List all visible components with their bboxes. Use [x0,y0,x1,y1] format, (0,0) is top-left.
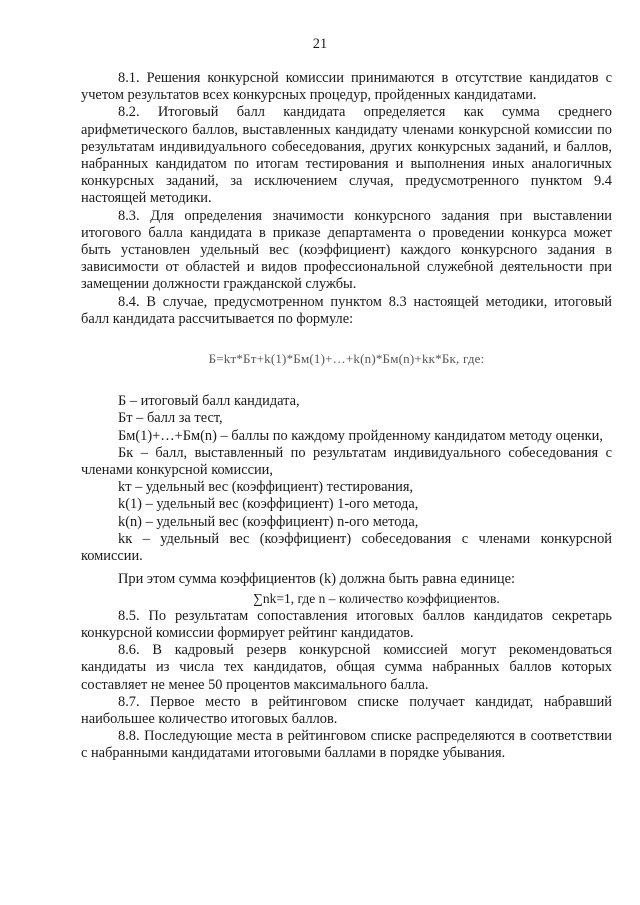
definition-item: kт – удельный вес (коэффициент) тестирования, [118,479,414,496]
paragraph-8-2: 8.2. Итоговый балл кандидата определяется как сумма среднего арифметического баллов, выставленных кандидату членами конкурсной комиссии по результатам индивидуального собеседования, других конкурсных заданий, и баллов, набранных кандидатом по итогам тестирования и выполнения иных аналогичных конкурсных заданий, за исключением случая, предусмотренного пунктом 9.4 настоящей методики. [81,104,612,207]
sum-intro: При этом сумма коэффициентов (k) должна быть равна единице: [118,571,515,588]
paragraph-8-3: 8.3. Для определения значимости конкурсного задания при выставлении итогового балла кандидата в приказе департамента о проведении конкурса может быть установлен удельный вес (коэффициент) каждого конкурсного задания в зависимости от областей и видов профессиональной служебной деятельности при замещении должности гражданской службы. [81,207,612,293]
definition-item: Бт – балл за тест, [118,410,223,427]
definition-item: Бм(1)+…+Бм(n) – баллы по каждому пройденному кандидатом методу оценки, [118,427,603,444]
score-formula: Б=kт*Бт+k(1)*Бм(1)+…+k(n)*Бм(n)+kк*Бк, где: [208,351,485,367]
paragraph-8-1: 8.1. Решения конкурсной комиссии принимаются в отсутствие кандидатов с учетом результатов всех конкурсных процедур, пройденных кандидатами. [81,70,612,104]
definition-item: Б – итоговый балл кандидата, [118,393,300,410]
paragraph-8-8: 8.8. Последующие места в рейтинговом списке распределяются в соответствии с набранными кандидатами итоговыми баллами в порядке убывания. [81,728,612,762]
sum-formula: ∑nk=1, где n – количество коэффициентов. [253,591,500,607]
definition-item: k(n) – удельный вес (коэффициент) n-ого метода, [118,513,419,530]
paragraph-8-4: 8.4. В случае, предусмотренном пунктом 8.3 настоящей методики, итоговый балл кандидата рассчитывается по формуле: [81,293,612,327]
page-number: 21 [312,36,328,52]
paragraph-8-7: 8.7. Первое место в рейтинговом списке получает кандидат, набравший наибольшее количество итоговых баллов. [81,693,612,727]
paragraph-8-5: 8.5. По результатам сопоставления итоговых баллов кандидатов секретарь конкурсной комиссии формирует рейтинг кандидатов. [81,607,612,641]
definition-item: kк – удельный вес (коэффициент) собеседования с членами конкурсной комиссии. [81,530,612,565]
definition-item: Бк – балл, выставленный по результатам индивидуального собеседования с членами конкурсной комиссии, [81,444,612,479]
definition-item: k(1) – удельный вес (коэффициент) 1-ого метода, [118,496,419,513]
paragraph-8-6: 8.6. В кадровый резерв конкурсной комиссией могут рекомендоваться кандидаты из числа тех кандидатов, общая сумма набранных баллов которых составляет не менее 50 процентов максимального балла. [81,642,612,693]
document-body [81,70,612,763]
